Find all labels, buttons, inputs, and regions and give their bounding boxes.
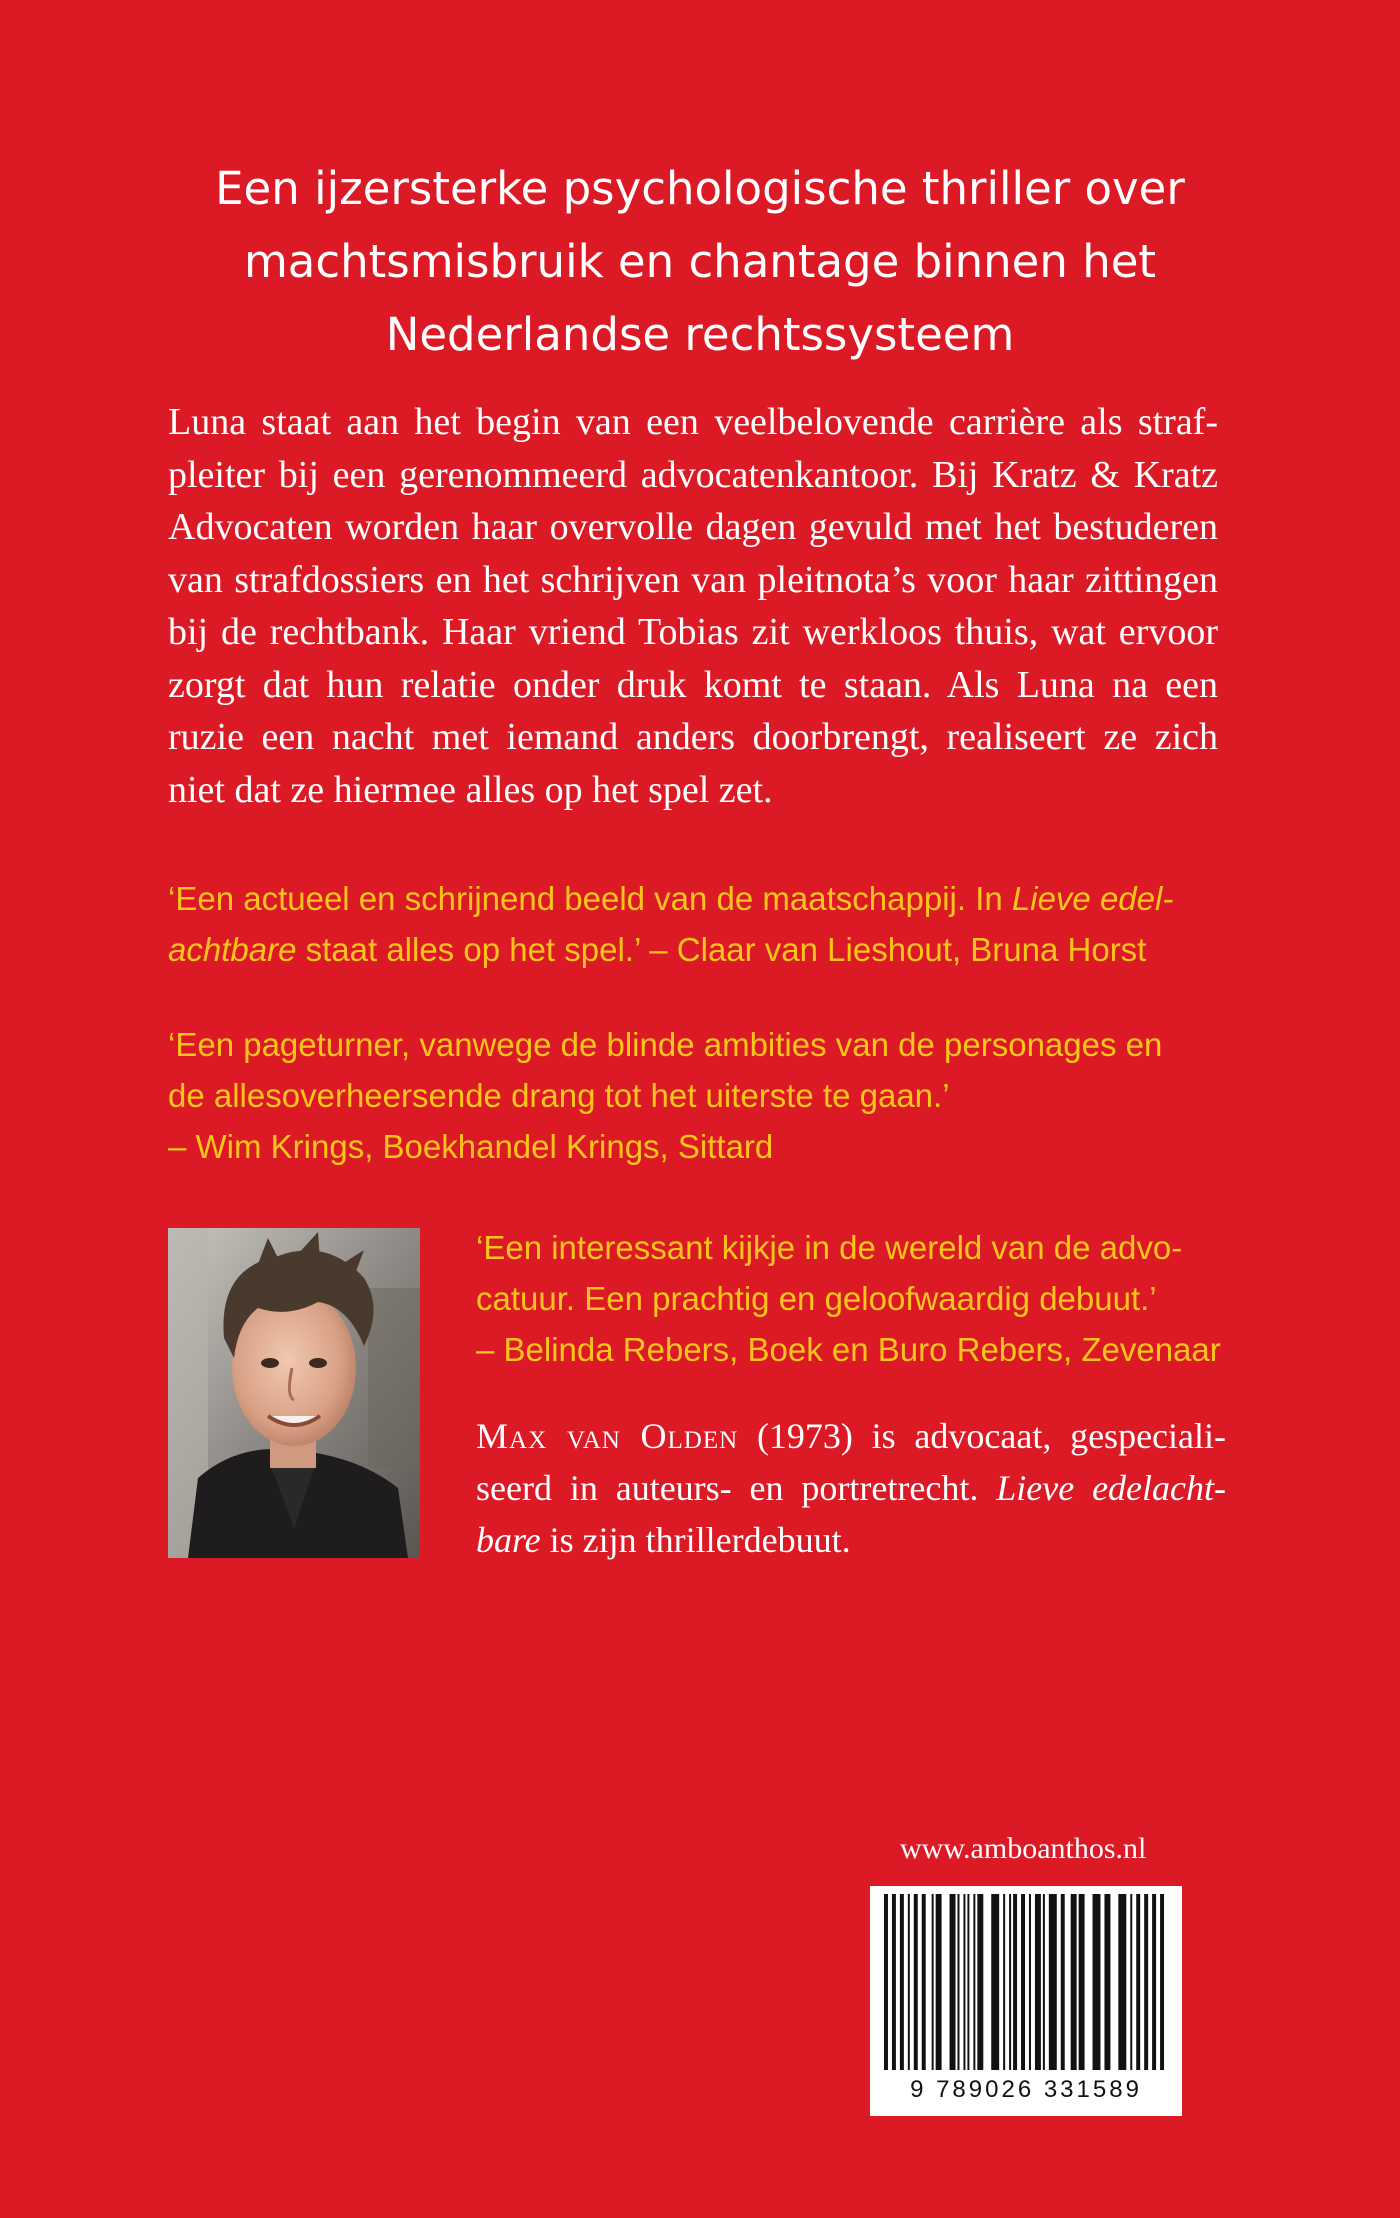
quote-line — [168, 924, 1218, 975]
book-title: achtbare — [168, 931, 297, 968]
author-name: Max van Olden — [476, 1416, 739, 1456]
bio-line — [476, 1410, 1226, 1462]
barcode-digits: 9 789026 331589 — [910, 2076, 1142, 2103]
barcode-bar — [1003, 1894, 1005, 2070]
review-quote-krings — [168, 1019, 1218, 1172]
quote-text: ‘Een actueel en schrijnend beeld van de maatschappij. In — [168, 880, 1012, 917]
barcode-bar — [892, 1894, 896, 2070]
isbn-barcode — [870, 1886, 1182, 2116]
quote-line: – Wim Krings, Boekhandel Krings, Sittard — [168, 1128, 774, 1165]
quote-line: – Belinda Rebers, Boek en Buro Rebers, Zevenaar — [476, 1331, 1221, 1368]
quote-text: staat alles op het spel.’ – Claar van Lieshout, Bruna Horst — [296, 931, 1147, 968]
review-quote-rebers — [476, 1222, 1226, 1375]
blurb-line: ruzie een nacht met iemand anders doorbrengt, realiseert ze zich — [168, 716, 1218, 758]
author-bio — [476, 1410, 1226, 1566]
author-photo — [168, 1228, 420, 1558]
quote-line: ‘Een pageturner, vanwege de blinde ambities van de personages en — [168, 1026, 1163, 1063]
blurb-line: van strafdossiers en het schrijven van pleitnota’s voor haar zittingen — [168, 558, 1218, 601]
barcode-bar — [1104, 1894, 1110, 2070]
barcode-bar — [908, 1894, 910, 2070]
bio-text: seerd in auteurs- en portretrecht. — [476, 1468, 997, 1508]
barcode-bar — [1029, 1894, 1031, 2070]
barcode-bar — [973, 1894, 975, 2070]
blurb-line: bij de rechtbank. Haar vriend Tobias zit werkloos thuis, wat ervoor — [168, 611, 1218, 653]
barcode-bar — [914, 1894, 918, 2070]
blurb — [168, 396, 1218, 816]
barcode-bar — [1043, 1894, 1045, 2070]
bio-line — [476, 1462, 1226, 1514]
book-title: Lieve edelacht- — [996, 1468, 1226, 1508]
book-title: bare — [476, 1520, 541, 1560]
barcode-bars — [870, 1886, 1182, 2076]
barcode-bar — [1160, 1894, 1164, 2070]
barcode-bar — [977, 1894, 983, 2070]
bio-text: is zijn thrillerdebuut. — [540, 1520, 851, 1560]
tagline — [140, 152, 1260, 371]
barcode-bar — [1049, 1894, 1057, 2070]
quote-line — [168, 873, 1218, 924]
barcode-bar — [1152, 1894, 1156, 2070]
barcode-bar — [884, 1894, 888, 2070]
quote-line: catuur. Een prachtig en geloofwaardig debuut.’ — [476, 1280, 1157, 1317]
book-title: Lieve edel- — [1011, 880, 1174, 917]
blurb-line: Luna staat aan het begin van een veelbelovende carrière als straf- — [168, 401, 1218, 443]
barcode-bar — [1061, 1894, 1065, 2070]
tagline-line: machtsmisbruik en chantage binnen het — [243, 235, 1157, 288]
barcode-bar — [1009, 1894, 1011, 2070]
barcode-bar — [991, 1894, 999, 2070]
barcode-bar — [1136, 1894, 1140, 2070]
barcode-bar — [1071, 1894, 1077, 2070]
tagline-line: Nederlandse rechtssysteem — [385, 308, 1015, 361]
tagline-line: Een ijzersterke psychologische thriller over — [215, 162, 1185, 215]
barcode-bar — [1035, 1894, 1041, 2070]
barcode-bar — [957, 1894, 959, 2070]
barcode-bar — [1093, 1894, 1101, 2070]
barcode-bar — [963, 1894, 965, 2070]
barcode-bar — [1118, 1894, 1126, 2070]
barcode-bar — [1021, 1894, 1025, 2070]
publisher-website: www.amboanthos.nl — [900, 1832, 1147, 1865]
bio-text: (1973) is advocaat, gespeciali- — [738, 1416, 1226, 1456]
barcode-bar — [1144, 1894, 1148, 2070]
blurb-line: Advocaten worden haar overvolle dagen gevuld met het bestuderen — [168, 506, 1218, 548]
blurb-line: zorgt dat hun relatie onder druk komt te staan. Als Luna na een — [168, 663, 1218, 706]
quote-line: ‘Een interessant kijkje in de wereld van de advo- — [476, 1229, 1183, 1266]
barcode-bar — [950, 1894, 956, 2070]
barcode-bar — [1013, 1894, 1017, 2070]
review-quote-bruna — [168, 873, 1218, 975]
barcode-bar — [936, 1894, 942, 2070]
barcode-bar — [1130, 1894, 1132, 2070]
barcode-bar — [967, 1894, 969, 2070]
barcode-bar — [900, 1894, 904, 2070]
quote-line: de allesoverheersende drang tot het uiterste te gaan.’ — [168, 1077, 950, 1114]
bio-line — [476, 1514, 1226, 1566]
barcode-bar — [1079, 1894, 1085, 2070]
blurb-line: pleiter bij een gerenommeerd advocatenkantoor. Bij Kratz & Kratz — [168, 453, 1218, 496]
blurb-line: niet dat ze hiermee alles op het spel zet. — [168, 768, 773, 811]
barcode-bar — [922, 1894, 926, 2070]
barcode-bar — [932, 1894, 934, 2070]
